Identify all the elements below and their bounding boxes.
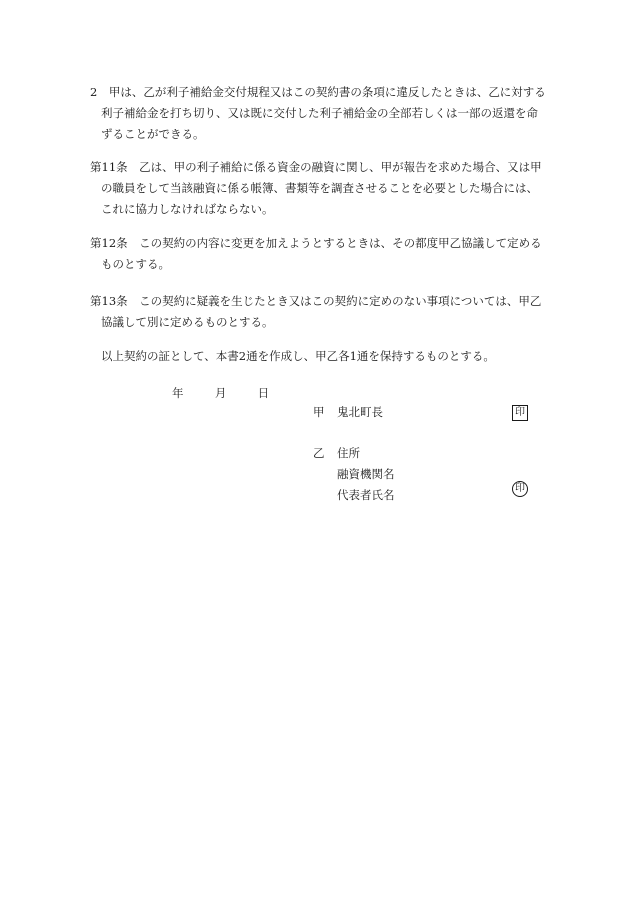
clause-line: の職員をして当該融資に係る帳簿、書類等を調査させることを必要とした場合には、 (101, 181, 538, 195)
article-11 (90, 157, 560, 220)
party-otsu-address-label: 住所 (337, 446, 360, 460)
date-line (172, 383, 269, 404)
party-kou-label: 甲 (313, 405, 325, 419)
date-year-label: 年 (172, 386, 184, 400)
clause-line: 利子補給金を打ち切り、又は既に交付した利子補給金の全部若しくは一部の返還を命 (101, 106, 538, 120)
seal-square-icon: 印 (512, 405, 528, 421)
clause-line: ものとする。 (101, 257, 170, 271)
party-kou-name: 鬼北町長 (337, 405, 383, 419)
seal-circle-icon: 印 (512, 481, 528, 497)
date-month-label: 月 (214, 386, 227, 400)
clause-line: 第12条 この契約の内容に変更を加えようとするときは、その都度甲乙協議して定める (90, 236, 542, 250)
article-13 (90, 291, 560, 333)
article-12 (90, 233, 560, 275)
party-otsu-block (313, 443, 395, 506)
date-day-label: 日 (257, 386, 270, 400)
party-kou-block (313, 402, 383, 423)
party-otsu-institution-label: 融資機関名 (337, 467, 395, 481)
clause-2 (90, 82, 560, 145)
closing-line: 以上契約の証として、本書2通を作成し、甲乙各1通を保持するものとする。 (101, 349, 495, 363)
clause-line: 第13条 この契約に疑義を生じたとき又はこの契約に定めのない事項については、甲乙 (90, 294, 542, 308)
clause-line: 第11条 乙は、甲の利子補給に係る資金の融資に関し、甲が報告を求めた場合、又は甲 (90, 160, 542, 174)
clause-line: ずることができる。 (101, 127, 205, 141)
party-otsu-representative-label: 代表者氏名 (337, 488, 395, 502)
clause-line: 2 甲は、乙が利子補給金交付規程又はこの契約書の条項に違反したときは、乙に対する (90, 85, 546, 99)
closing-statement (90, 346, 560, 367)
clause-line: これに協力しなければならない。 (101, 202, 274, 216)
clause-line: 協議して別に定めるものとする。 (101, 315, 274, 329)
party-otsu-label: 乙 (313, 446, 325, 460)
